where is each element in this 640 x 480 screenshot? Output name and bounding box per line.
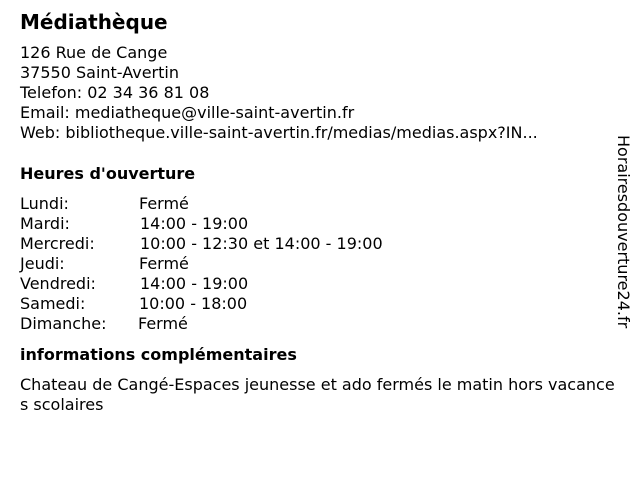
time-value: 14:00 - 19:00 xyxy=(140,214,249,233)
hours-row-jeudi xyxy=(20,254,616,274)
email-line: Email: mediatheque@ville-saint-avertin.fr xyxy=(20,103,355,122)
day-label: Lundi: xyxy=(20,194,69,213)
hours-row-mardi xyxy=(20,214,616,234)
hours-row-vendredi xyxy=(20,274,616,294)
day-label: Vendredi: xyxy=(20,274,96,293)
day-label: Jeudi: xyxy=(20,254,65,273)
page-title: Médiathèque xyxy=(20,10,168,34)
hours-row-mercredi xyxy=(20,234,616,254)
time-value: Fermé xyxy=(138,314,188,333)
hours-row-dimanche xyxy=(20,314,616,334)
time-value: Fermé xyxy=(139,254,189,273)
phone-line: Telefon: 02 34 36 81 08 xyxy=(20,83,210,102)
address-block xyxy=(20,43,616,143)
hours-row-lundi xyxy=(20,194,616,214)
street-address: 126 Rue de Cange xyxy=(20,43,168,62)
time-value: 10:00 - 18:00 xyxy=(139,294,248,313)
info-text: Chateau de Cangé-Espaces jeunesse et ado fermés le matin hors vacances scolaires xyxy=(20,375,615,414)
day-label: Samedi: xyxy=(20,294,86,313)
city-address: 37550 Saint-Avertin xyxy=(20,63,179,82)
web-line: Web: bibliotheque.ville-saint-avertin.fr/medias/medias.aspx?IN... xyxy=(20,123,538,142)
hours-row-samedi xyxy=(20,294,616,314)
time-value: 14:00 - 19:00 xyxy=(140,274,249,293)
hours-table xyxy=(20,194,616,334)
info-heading: informations complémentaires xyxy=(20,345,297,364)
day-label: Mercredi: xyxy=(20,234,95,253)
time-value: 10:00 - 12:30 et 14:00 - 19:00 xyxy=(140,234,383,253)
day-label: Mardi: xyxy=(20,214,70,233)
hours-heading: Heures d'ouverture xyxy=(20,164,196,183)
time-value: Fermé xyxy=(139,194,189,213)
day-label: Dimanche: xyxy=(20,314,107,333)
brand-watermark: Horairesdouverture24.fr xyxy=(614,135,633,329)
library-card xyxy=(20,10,616,415)
